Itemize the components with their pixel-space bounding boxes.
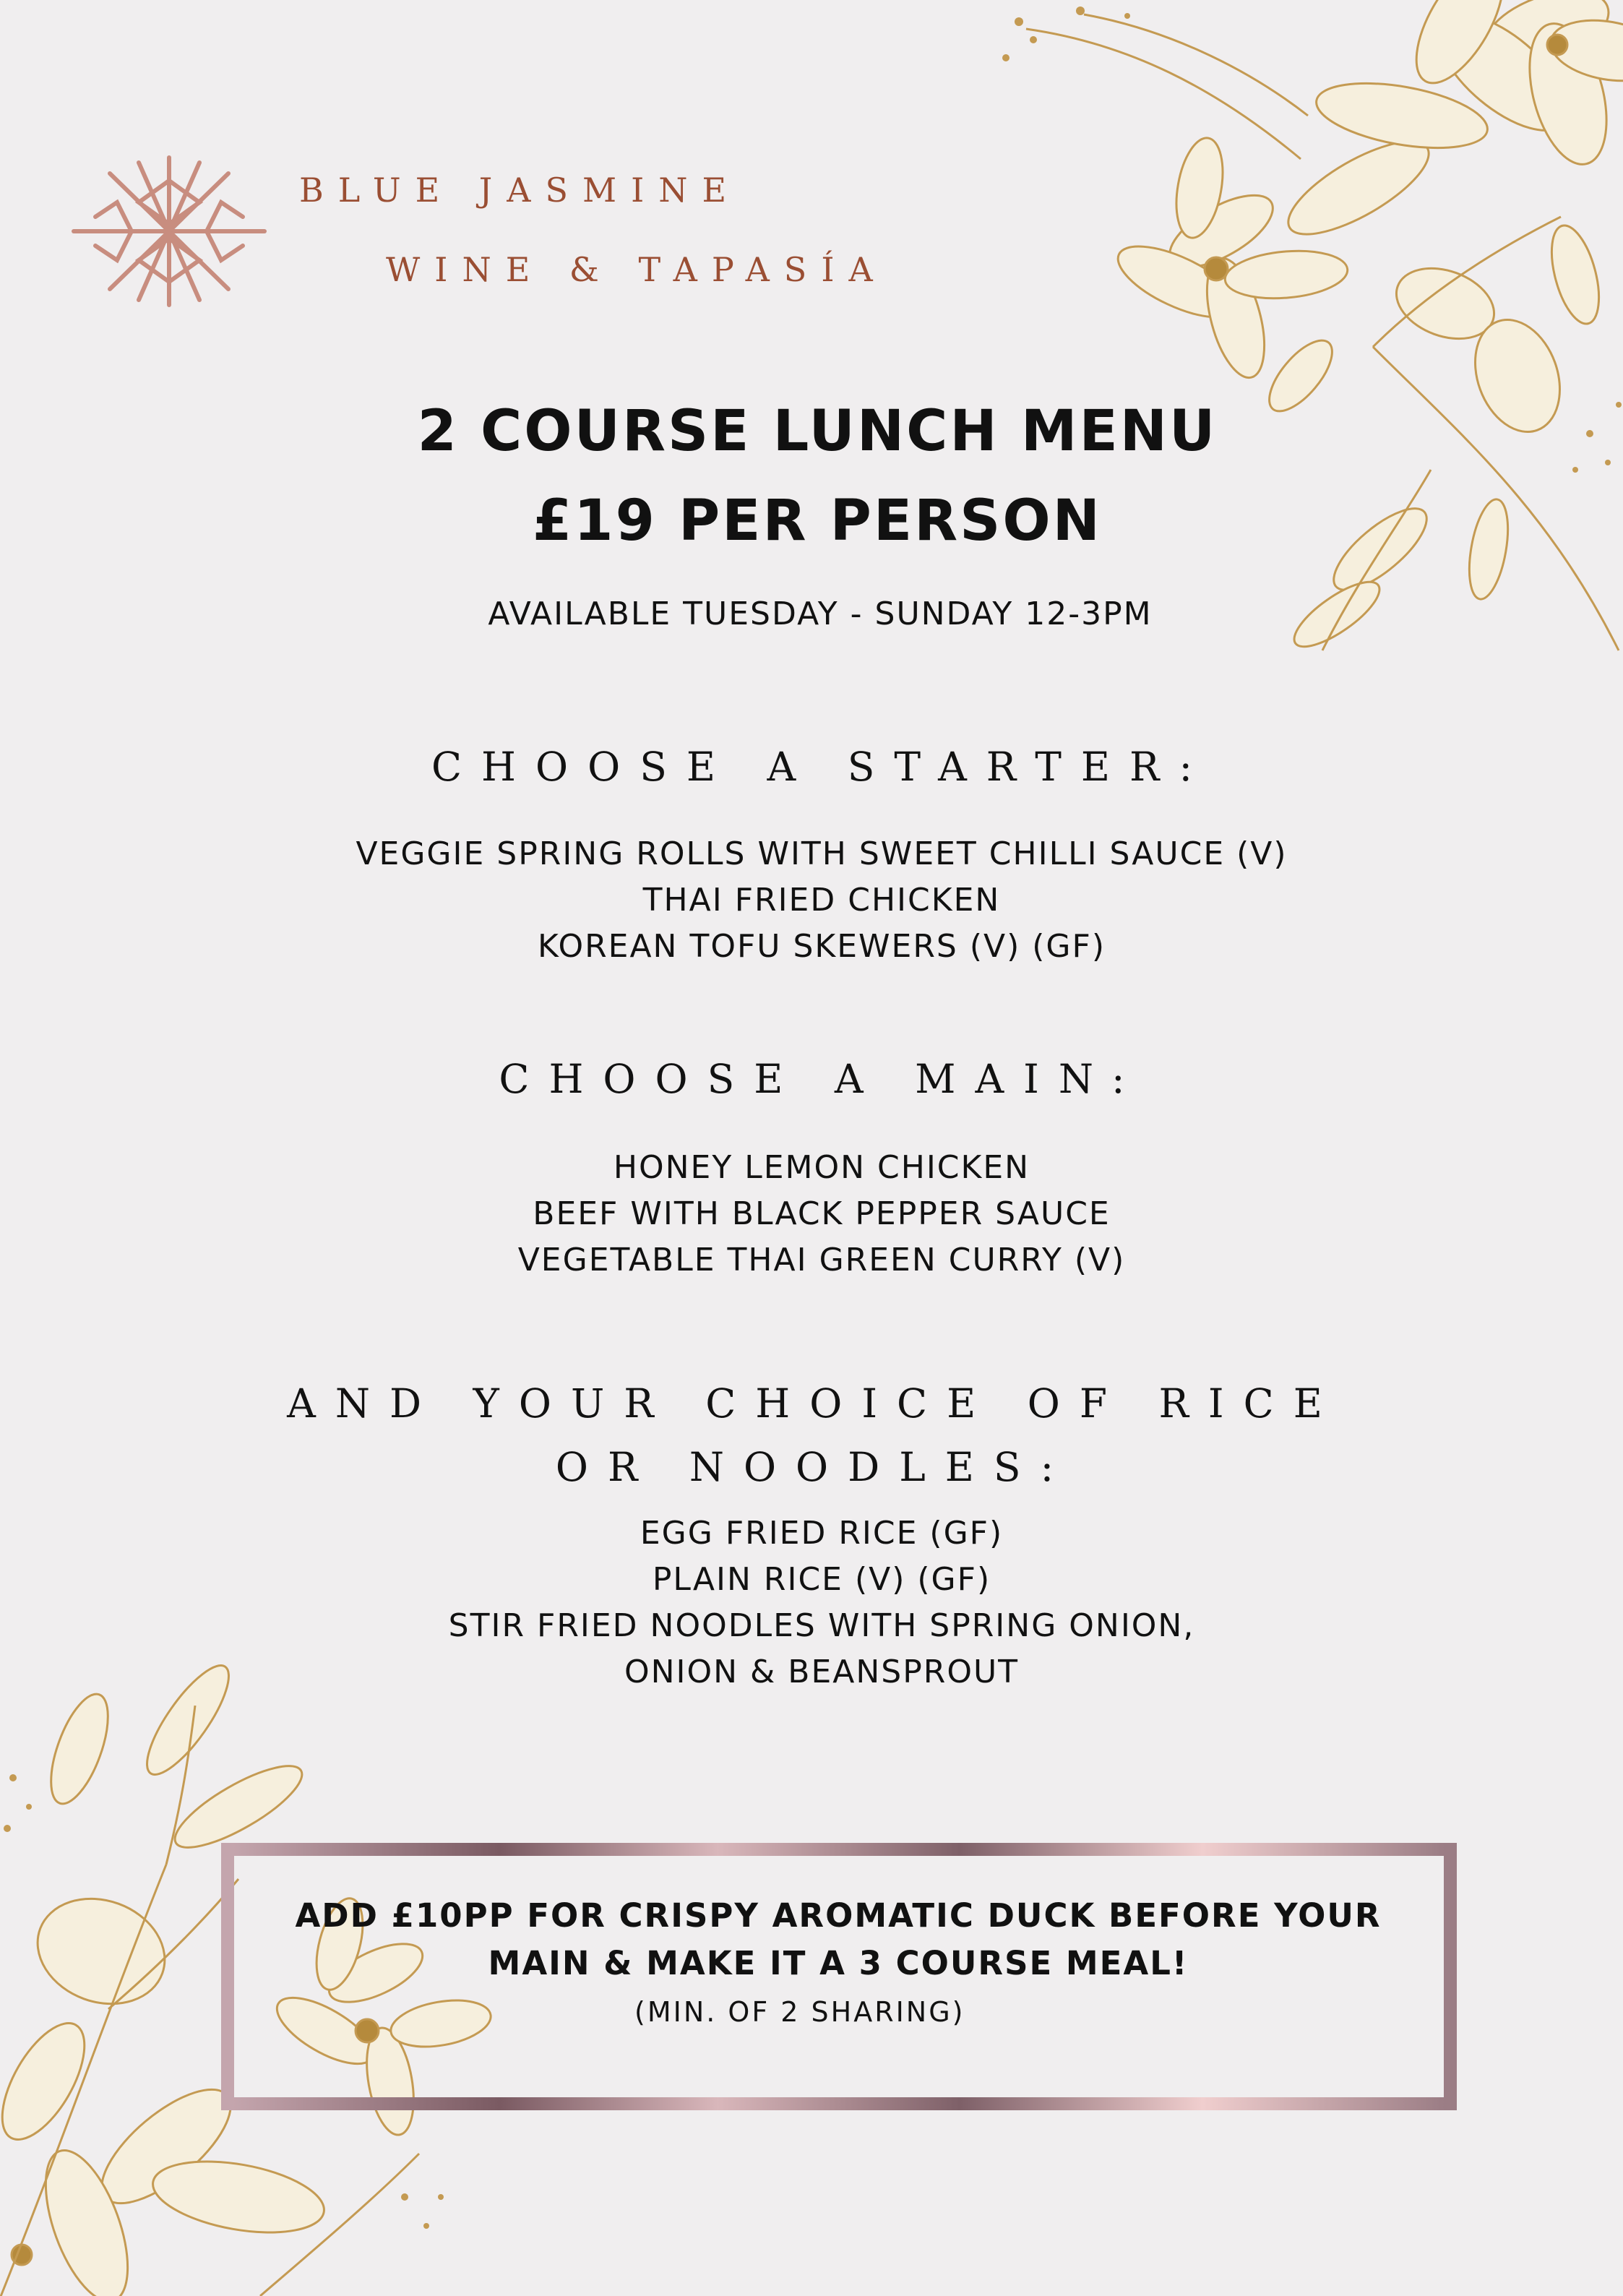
list-item: VEGETABLE THAI GREEN CURRY (V) [517, 1242, 1126, 1278]
list-item: THAI FRIED CHICKEN [642, 882, 1001, 919]
brand-tagline: WINE & TAPASÍA [386, 250, 887, 289]
list-item: EGG FRIED RICE (GF) [640, 1515, 1004, 1552]
brand-name: BLUE JASMINE [299, 171, 741, 210]
list-item: BEEF WITH BLACK PEPPER SAUCE [533, 1195, 1111, 1232]
main-heading: CHOOSE A MAIN: [499, 1056, 1145, 1102]
jasmine-star-logo-icon [66, 152, 272, 311]
rice-noodles-heading: AND YOUR CHOICE OF RICE OR NOODLES: [287, 1380, 1342, 1490]
list-item: VEGGIE SPRING ROLLS WITH SWEET CHILLI SAUCE (V) [356, 835, 1288, 872]
list-item: STIR FRIED NOODLES WITH SPRING ONION, [448, 1607, 1195, 1644]
list-item: KOREAN TOFU SKEWERS (V) (GF) [538, 928, 1106, 965]
starter-list [10, 831, 1623, 970]
rice-noodles-list [10, 1510, 1623, 1695]
availability-text: AVAILABLE TUESDAY - SUNDAY 12-3PM [488, 596, 1153, 632]
list-item: PLAIN RICE (V) (GF) [652, 1561, 991, 1598]
menu-price: £19 PER PERSON [533, 489, 1102, 554]
floral-corner-top-right-icon [997, 0, 1623, 679]
promo-text-line-1: ADD £10PP FOR CRISPY AROMATIC DUCK BEFORE YOUR [295, 1896, 1382, 1935]
list-item: ONION & BEANSPROUT [624, 1654, 1020, 1690]
main-list [10, 1145, 1623, 1284]
promo-note: (MIN. OF 2 SHARING) [634, 1996, 965, 2028]
menu-title: 2 COURSE LUNCH MENU [417, 399, 1218, 464]
list-item: HONEY LEMON CHICKEN [613, 1149, 1030, 1186]
promo-text-line-2: MAIN & MAKE IT A 3 COURSE MEAL! [488, 1944, 1189, 1982]
starter-heading: CHOOSE A STARTER: [431, 744, 1213, 790]
